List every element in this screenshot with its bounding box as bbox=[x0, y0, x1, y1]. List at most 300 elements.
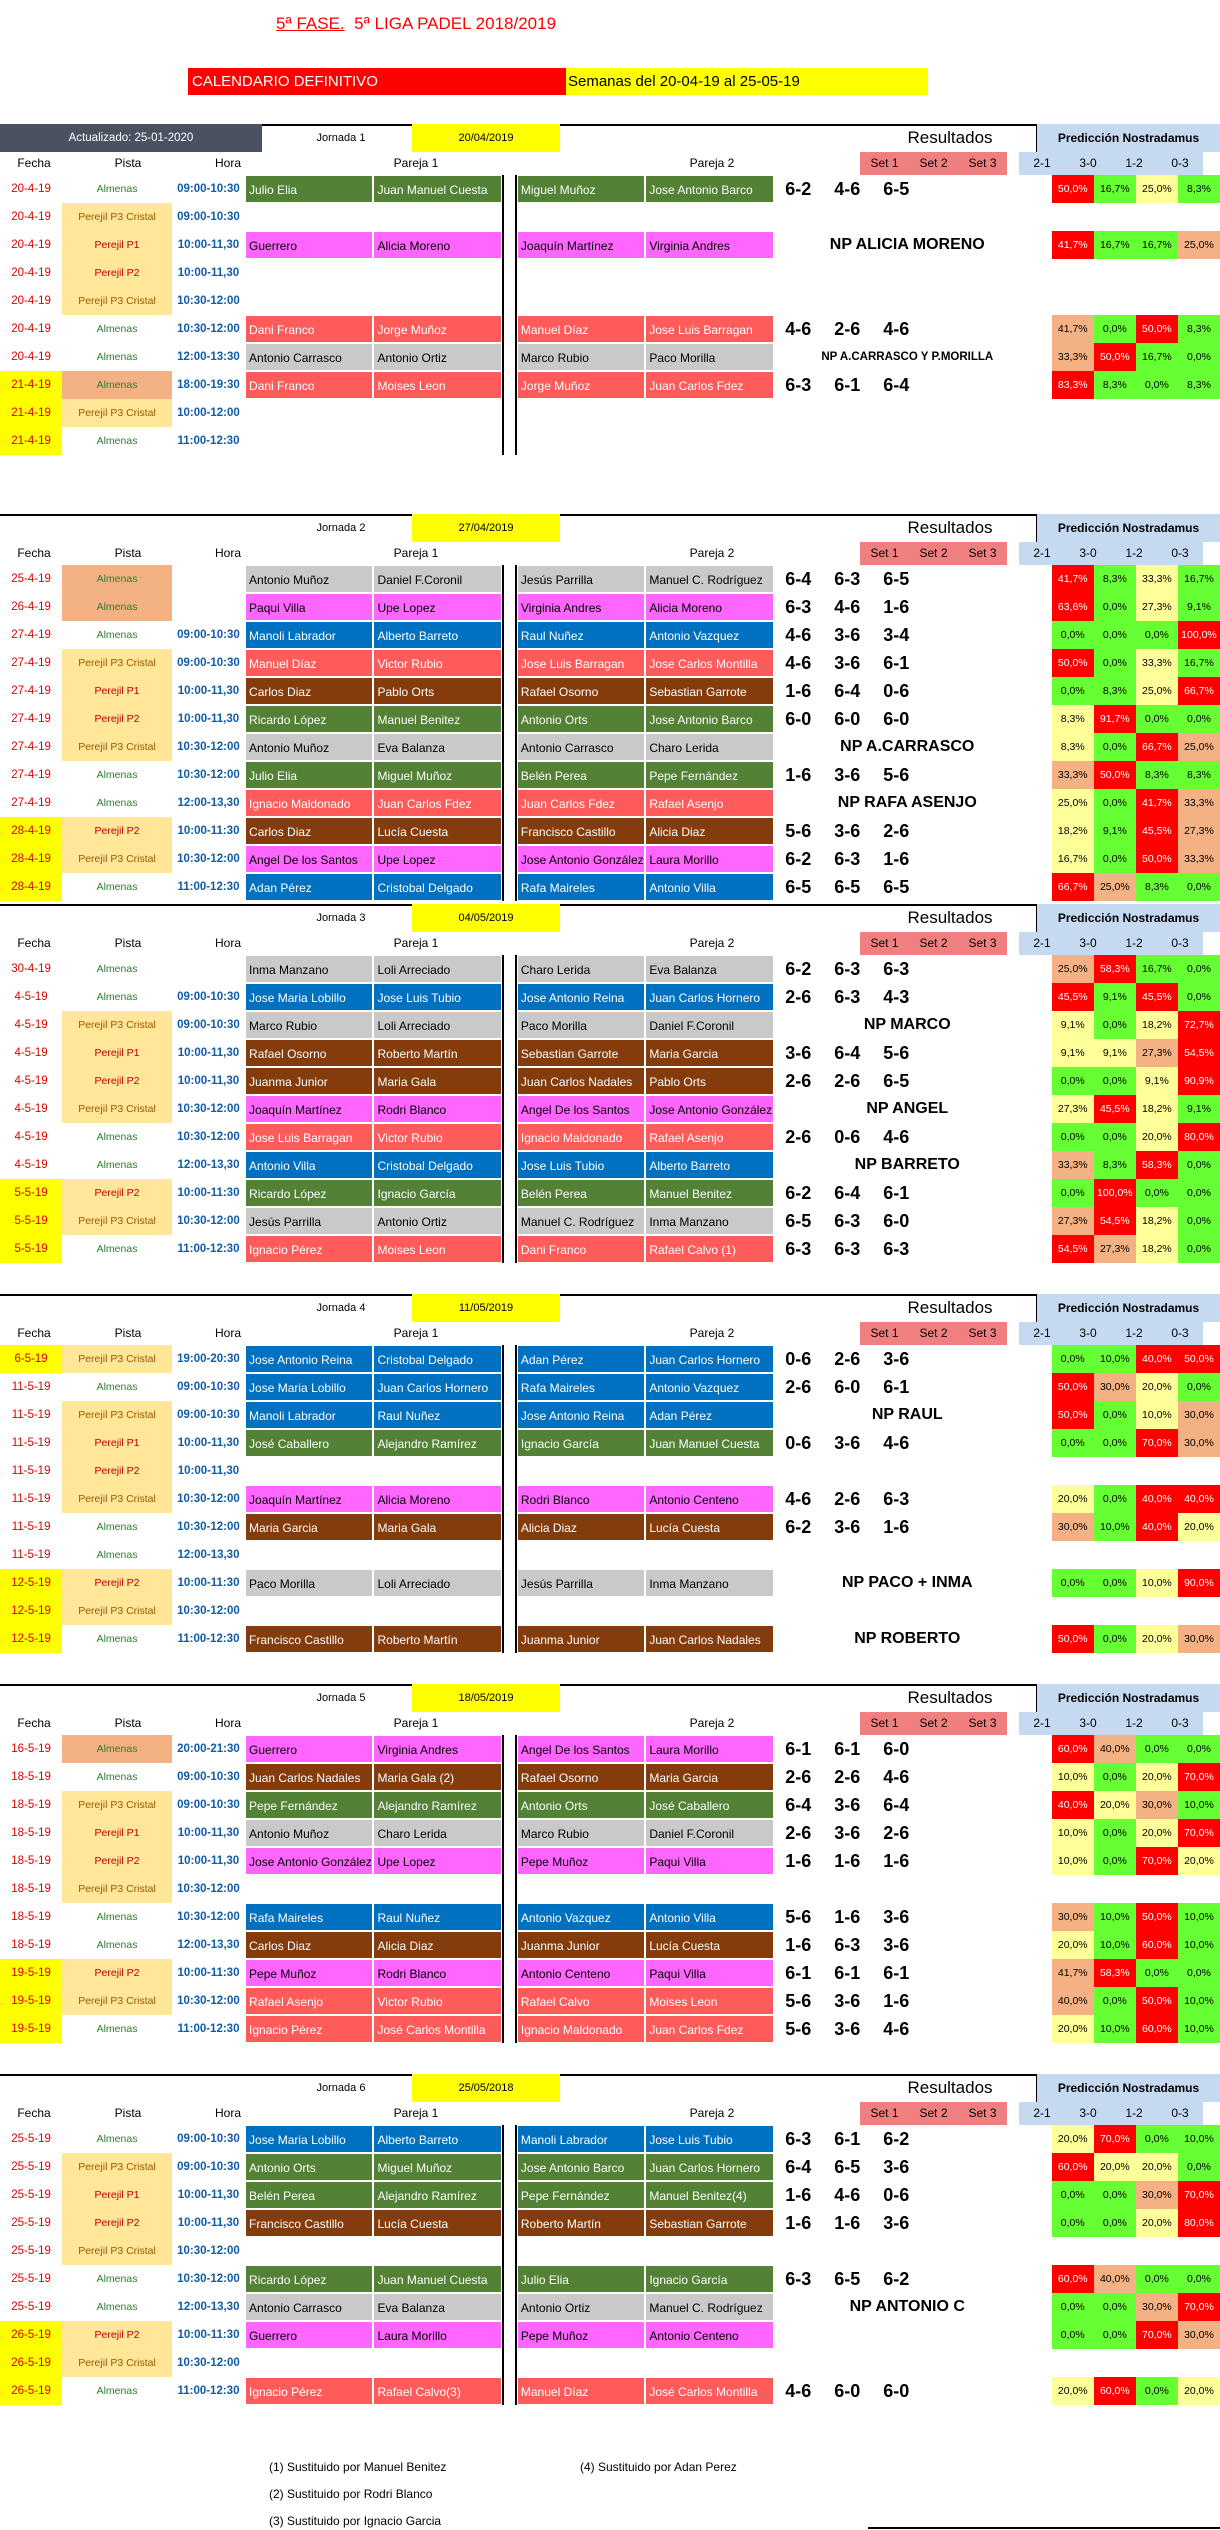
row-gap bbox=[1041, 983, 1052, 1011]
jornada-block bbox=[0, 1294, 1220, 1684]
vs-separator bbox=[502, 1597, 517, 1625]
pair2-player-b: Pepe Fernández bbox=[645, 761, 773, 789]
prediction-4 bbox=[1178, 427, 1220, 455]
match-result bbox=[774, 1875, 1041, 1903]
pair1-player-a: Rafael Osorno bbox=[245, 1039, 373, 1067]
pair2-player-b: Jose Luis Tubio bbox=[645, 2125, 773, 2153]
set-3-score: 1-6 bbox=[883, 1991, 910, 2011]
match-court: Almenas bbox=[62, 593, 172, 621]
match-row bbox=[0, 1541, 1220, 1569]
prediction-1: 41,7% bbox=[1052, 1959, 1094, 1987]
match-result bbox=[774, 1151, 1041, 1179]
prediction-1: 54,5% bbox=[1052, 1235, 1094, 1263]
prediction-3: 30,0% bbox=[1136, 1791, 1178, 1819]
set-3-score: 2-6 bbox=[883, 1823, 910, 1843]
pair2-player-b bbox=[645, 1875, 773, 1903]
match-court: Almenas bbox=[96, 1911, 138, 1923]
vs-separator bbox=[502, 1569, 517, 1597]
prediction-4: 0,0% bbox=[1178, 1959, 1220, 1987]
no-show-label: NP ROBERTO bbox=[854, 1630, 961, 1647]
row-gap bbox=[1041, 1847, 1052, 1875]
match-row bbox=[0, 175, 1220, 203]
prediction-4: 0,0% bbox=[1178, 873, 1220, 901]
jornada-date: 11/05/2019 bbox=[412, 1294, 560, 1322]
prediction-2: 9,1% bbox=[1094, 1039, 1136, 1067]
set-2-score: 3-6 bbox=[834, 2019, 861, 2039]
set-2-score: 3-6 bbox=[834, 1823, 861, 1843]
pair2-player-b: Daniel F.Coronil bbox=[645, 1819, 773, 1847]
match-time: 09:00-10:30 bbox=[177, 991, 240, 1003]
set-1-score bbox=[774, 259, 823, 287]
match-result bbox=[774, 1457, 1041, 1485]
match-time: 10:30-12:00 bbox=[177, 2357, 240, 2369]
match-time: 09:00-10:30 bbox=[177, 1799, 240, 1811]
set-2-score: 6-3 bbox=[834, 569, 861, 589]
col-header-set3: Set 3 bbox=[958, 152, 1007, 175]
match-row bbox=[0, 427, 1220, 455]
match-time: 10:00-11:30 bbox=[177, 825, 240, 837]
prediction-2: 91,7% bbox=[1094, 705, 1136, 733]
vs-separator bbox=[502, 1819, 517, 1847]
pair1-player-b: Pablo Orts bbox=[373, 677, 501, 705]
prediction-2: 0,0% bbox=[1094, 1485, 1136, 1513]
match-time: 09:00-10:30 bbox=[177, 211, 240, 223]
vs-separator bbox=[502, 1011, 517, 1039]
vs-separator bbox=[502, 1123, 517, 1151]
prediction-2 bbox=[1094, 203, 1136, 231]
match-result bbox=[774, 1207, 1041, 1235]
vs-separator bbox=[502, 817, 517, 845]
set-1-score: 6-5 bbox=[785, 877, 812, 897]
prediction-4 bbox=[1178, 287, 1220, 315]
match-court: Almenas bbox=[96, 1381, 138, 1393]
set-2-score: 3-6 bbox=[834, 1517, 861, 1537]
match-result bbox=[774, 1791, 1041, 1819]
prediction-2: 50,0% bbox=[1094, 343, 1136, 371]
set-3-score: 3-6 bbox=[883, 2157, 910, 2177]
pair1-player-a: Rafa Maireles bbox=[245, 1903, 373, 1931]
prediction-3: 20,0% bbox=[1136, 1763, 1178, 1791]
vs-separator bbox=[502, 2181, 517, 2209]
set-2-score: 1-6 bbox=[834, 1851, 861, 1871]
match-time: 10:30-12:00 bbox=[177, 769, 240, 781]
set-3-score: 4-6 bbox=[883, 319, 910, 339]
pair1-player-a: Jose Maria Lobillo bbox=[245, 1373, 373, 1401]
col-header-pareja1: Pareja 1 bbox=[393, 936, 439, 950]
prediction-1: 50,0% bbox=[1052, 1401, 1094, 1429]
set-3-score bbox=[872, 2349, 921, 2377]
prediction-2: 0,0% bbox=[1094, 1847, 1136, 1875]
prediction-3: 0,0% bbox=[1136, 1735, 1178, 1763]
match-date: 21-4-19 bbox=[0, 371, 62, 399]
match-court: Perejil P2 bbox=[62, 1847, 172, 1875]
pair2-player-b bbox=[645, 287, 773, 315]
set-2-score: 6-1 bbox=[834, 1963, 861, 1983]
set-1-score: 2-6 bbox=[785, 1767, 812, 1787]
pair1-player-b: Antonio Ortiz bbox=[373, 343, 501, 371]
match-date: 25-5-19 bbox=[11, 2189, 51, 2201]
match-court: Perejil P1 bbox=[62, 1819, 172, 1847]
prediction-2: 10,0% bbox=[1094, 1513, 1136, 1541]
match-date: 25-5-19 bbox=[11, 2217, 51, 2229]
pair1-player-a: Maria Garcia bbox=[245, 1513, 373, 1541]
match-result bbox=[774, 1513, 1041, 1541]
pair2-player-b: Inma Manzano bbox=[645, 1569, 773, 1597]
pair2-player-b: Moises Leon bbox=[645, 1987, 773, 2015]
prediction-1: 33,3% bbox=[1052, 761, 1094, 789]
prediction-3 bbox=[1136, 203, 1178, 231]
col-header-pareja2: Pareja 2 bbox=[689, 156, 735, 170]
prediction-3: 0,0% bbox=[1136, 621, 1178, 649]
pair1-player-b bbox=[373, 1597, 501, 1625]
set-3-score: 3-6 bbox=[883, 1935, 910, 1955]
match-time: 10:30-12:00 bbox=[177, 1995, 240, 2007]
jornada-label: Jornada 6 bbox=[316, 2082, 366, 2094]
match-date: 18-5-19 bbox=[11, 1855, 51, 1867]
pair2-player-b: Antonio Vazquez bbox=[645, 621, 773, 649]
match-time: 10:00-11,30 bbox=[177, 2217, 240, 2229]
pair1-player-b: Roberto Martín bbox=[373, 1039, 501, 1067]
prediction-3: 50,0% bbox=[1136, 845, 1178, 873]
vs-separator bbox=[502, 845, 517, 873]
set-3-score bbox=[872, 203, 921, 231]
set-2-score: 2-6 bbox=[834, 319, 861, 339]
col-header-pareja2: Pareja 2 bbox=[689, 936, 735, 950]
set-1-score: 6-3 bbox=[785, 597, 812, 617]
prediction-2: 20,0% bbox=[1094, 1791, 1136, 1819]
match-row bbox=[0, 2265, 1220, 2293]
pair1-player-a: Belén Perea bbox=[245, 2181, 373, 2209]
set-3-score: 0-6 bbox=[883, 681, 910, 701]
prediction-3 bbox=[1136, 259, 1178, 287]
match-court: Almenas bbox=[96, 769, 138, 781]
col-header-pred-2: 3-0 bbox=[1065, 932, 1111, 955]
prediction-label: Predicción Nostradamus bbox=[1036, 1684, 1220, 1712]
vs-separator bbox=[502, 1485, 517, 1513]
prediction-3: 20,0% bbox=[1136, 1123, 1178, 1151]
prediction-1 bbox=[1052, 1541, 1094, 1569]
match-result bbox=[774, 1541, 1041, 1569]
match-court: Almenas bbox=[96, 1131, 138, 1143]
prediction-4: 0,0% bbox=[1178, 2265, 1220, 2293]
match-row bbox=[0, 1373, 1220, 1401]
prediction-1 bbox=[1052, 399, 1094, 427]
pair1-player-a: Adan Pérez bbox=[245, 873, 373, 901]
match-row bbox=[0, 1095, 1220, 1123]
match-date: 5-5-19 bbox=[0, 1235, 62, 1263]
match-row bbox=[0, 203, 1220, 231]
set-3-score: 6-3 bbox=[883, 1489, 910, 1509]
row-gap bbox=[1041, 1541, 1052, 1569]
set-2-score bbox=[823, 203, 872, 231]
pair1-player-b: Alejandro Ramírez bbox=[373, 1429, 501, 1457]
set-2-score: 1-6 bbox=[834, 2213, 861, 2233]
col-header-pred-4: 0-3 bbox=[1157, 1712, 1203, 1735]
prediction-1: 83,3% bbox=[1052, 371, 1094, 399]
set-3-score: 3-6 bbox=[883, 1349, 910, 1369]
prediction-label: Predicción Nostradamus bbox=[1036, 514, 1220, 542]
set-2-score bbox=[823, 2349, 872, 2377]
set-1-score bbox=[774, 399, 823, 427]
vs-separator bbox=[502, 1039, 517, 1067]
prediction-3: 25,0% bbox=[1136, 175, 1178, 203]
set-3-score bbox=[872, 1541, 921, 1569]
pair1-player-a: Carlos Diaz bbox=[245, 677, 373, 705]
pair2-player-b: Manuel C. Rodríguez bbox=[645, 565, 773, 593]
prediction-2 bbox=[1094, 1597, 1136, 1625]
match-result bbox=[774, 2293, 1041, 2321]
set-3-score: 5-6 bbox=[883, 1043, 910, 1063]
prediction-1: 50,0% bbox=[1052, 175, 1094, 203]
prediction-2: 10,0% bbox=[1094, 1903, 1136, 1931]
match-time: 11:00-12:30 bbox=[177, 881, 240, 893]
vs-separator bbox=[502, 2125, 517, 2153]
pair1-player-b: Alejandro Ramírez bbox=[373, 2181, 501, 2209]
prediction-4: 27,3% bbox=[1178, 817, 1220, 845]
row-gap bbox=[1041, 1235, 1052, 1263]
pair2-player-a: Alicia Diaz bbox=[517, 1513, 645, 1541]
pair2-player-b: Juan Carlos Hornero bbox=[645, 1345, 773, 1373]
prediction-4: 25,0% bbox=[1178, 733, 1220, 761]
match-court: Perejil P3 Cristal bbox=[62, 2349, 172, 2377]
pair2-player-b: Juan Carlos Hornero bbox=[645, 983, 773, 1011]
set-1-score: 6-2 bbox=[785, 849, 812, 869]
prediction-1: 27,3% bbox=[1052, 1207, 1094, 1235]
pair1-player-b: Rafael Calvo(3) bbox=[373, 2377, 501, 2405]
prediction-3: 16,7% bbox=[1136, 343, 1178, 371]
match-court: Almenas bbox=[96, 2273, 138, 2285]
match-row bbox=[0, 593, 1220, 621]
prediction-2: 0,0% bbox=[1094, 2209, 1136, 2237]
vs-separator bbox=[502, 565, 517, 593]
match-result bbox=[774, 705, 1041, 733]
prediction-3 bbox=[1136, 1597, 1178, 1625]
set-2-score: 3-6 bbox=[834, 765, 861, 785]
set-2-score: 3-6 bbox=[834, 625, 861, 645]
row-gap bbox=[1041, 1763, 1052, 1791]
row-gap bbox=[1041, 817, 1052, 845]
match-row bbox=[0, 1959, 1220, 1987]
match-time: 10:30-12:00 bbox=[177, 2273, 240, 2285]
prediction-3: 60,0% bbox=[1136, 2015, 1178, 2043]
pair1-player-b: Alberto Barreto bbox=[373, 621, 501, 649]
match-court: Perejil P2 bbox=[62, 1959, 172, 1987]
set-1-score: 6-4 bbox=[785, 1795, 812, 1815]
vs-separator bbox=[502, 955, 517, 983]
prediction-1: 20,0% bbox=[1052, 2377, 1094, 2405]
match-result bbox=[774, 845, 1041, 873]
prediction-4: 20,0% bbox=[1178, 1847, 1220, 1875]
match-court: Almenas bbox=[96, 2301, 138, 2313]
pair2-player-a bbox=[517, 1875, 645, 1903]
set-2-score: 3-6 bbox=[834, 821, 861, 841]
pair1-player-b: Alicia Diaz bbox=[373, 1931, 501, 1959]
pair1-player-a: Pepe Fernández bbox=[245, 1791, 373, 1819]
pair1-player-b bbox=[373, 287, 501, 315]
pair1-player-b: Cristobal Delgado bbox=[373, 1345, 501, 1373]
pair2-player-b: Manuel C. Rodríguez bbox=[645, 2293, 773, 2321]
footnote-3: (3) Sustituido por Ignacio Garcia bbox=[269, 2514, 442, 2528]
prediction-4: 25,0% bbox=[1178, 231, 1220, 259]
col-header-set2: Set 2 bbox=[909, 152, 958, 175]
column-header-row bbox=[0, 2102, 1220, 2125]
prediction-4 bbox=[1178, 203, 1220, 231]
prediction-3: 8,3% bbox=[1136, 873, 1178, 901]
pair1-player-a: Juan Carlos Nadales bbox=[245, 1763, 373, 1791]
match-row bbox=[0, 1819, 1220, 1847]
pair2-player-b: Daniel F.Coronil bbox=[645, 1011, 773, 1039]
prediction-4: 100,0% bbox=[1178, 621, 1220, 649]
match-row bbox=[0, 1429, 1220, 1457]
match-result bbox=[774, 1625, 1041, 1653]
prediction-4: 0,0% bbox=[1178, 343, 1220, 371]
match-time: 19:00-20:30 bbox=[177, 1353, 240, 1365]
prediction-1: 18,2% bbox=[1052, 817, 1094, 845]
row-gap bbox=[1041, 2125, 1052, 2153]
column-header-row bbox=[0, 152, 1220, 175]
pair1-player-a: Antonio Villa bbox=[245, 1151, 373, 1179]
set-2-score: 4-6 bbox=[834, 2185, 861, 2205]
pair2-player-a bbox=[517, 1541, 645, 1569]
pair1-player-a: Jose Maria Lobillo bbox=[245, 2125, 373, 2153]
set-1-score: 4-6 bbox=[785, 1489, 812, 1509]
prediction-1: 33,3% bbox=[1052, 343, 1094, 371]
prediction-3: 8,3% bbox=[1136, 761, 1178, 789]
match-court: Perejil P1 bbox=[62, 1429, 172, 1457]
set-1-score: 1-6 bbox=[785, 1935, 812, 1955]
prediction-1: 20,0% bbox=[1052, 1931, 1094, 1959]
set-3-score: 4-6 bbox=[883, 1433, 910, 1453]
pair2-player-a: Antonio Vazquez bbox=[517, 1903, 645, 1931]
row-gap bbox=[1041, 1903, 1052, 1931]
match-date: 4-5-19 bbox=[14, 1075, 48, 1087]
col-header-fecha: Fecha bbox=[17, 1326, 51, 1340]
prediction-2: 9,1% bbox=[1094, 817, 1136, 845]
match-result bbox=[774, 2181, 1041, 2209]
col-gap bbox=[1007, 1322, 1019, 1345]
pair2-player-a: Antonio Carrasco bbox=[517, 733, 645, 761]
match-date: 4-5-19 bbox=[14, 1047, 48, 1059]
match-result bbox=[774, 1847, 1041, 1875]
set-1-score: 5-6 bbox=[785, 1907, 812, 1927]
match-court: Perejil P3 Cristal bbox=[62, 2237, 172, 2265]
prediction-1: 25,0% bbox=[1052, 955, 1094, 983]
set-3-score: 4-3 bbox=[883, 987, 910, 1007]
prediction-3: 18,2% bbox=[1136, 1207, 1178, 1235]
match-result bbox=[774, 817, 1041, 845]
pair2-player-a: Juan Carlos Nadales bbox=[517, 1067, 645, 1095]
col-gap bbox=[1007, 152, 1019, 175]
vs-separator bbox=[502, 371, 517, 399]
set-2-score bbox=[823, 1541, 872, 1569]
pair1-player-a: Francisco Castillo bbox=[245, 2209, 373, 2237]
col-header-set1: Set 1 bbox=[860, 152, 909, 175]
pair1-player-a bbox=[245, 2349, 373, 2377]
vs-separator bbox=[502, 1067, 517, 1095]
row-gap bbox=[1041, 2377, 1052, 2405]
prediction-3: 10,0% bbox=[1136, 1401, 1178, 1429]
row-gap bbox=[1041, 1095, 1052, 1123]
match-date: 27-4-19 bbox=[11, 797, 51, 809]
prediction-3 bbox=[1136, 1457, 1178, 1485]
set-3-score bbox=[872, 259, 921, 287]
prediction-4: 90,0% bbox=[1178, 1569, 1220, 1597]
row-gap bbox=[1041, 2349, 1052, 2377]
pair1-player-b bbox=[373, 259, 501, 287]
set-2-score: 2-6 bbox=[834, 1489, 861, 1509]
match-court: Almenas bbox=[96, 963, 138, 975]
prediction-3: 20,0% bbox=[1136, 2209, 1178, 2237]
row-gap bbox=[1041, 1485, 1052, 1513]
bottom-line bbox=[868, 2527, 1220, 2529]
pair1-player-a: Manoli Labrador bbox=[245, 1401, 373, 1429]
pair2-player-b: Antonio Centeno bbox=[645, 1485, 773, 1513]
set-3-score: 2-6 bbox=[883, 821, 910, 841]
vs-separator bbox=[502, 343, 517, 371]
set-1-score: 0-6 bbox=[785, 1433, 812, 1453]
match-result bbox=[774, 1763, 1041, 1791]
match-row bbox=[0, 1625, 1220, 1653]
pair1-player-a: Joaquín Martínez bbox=[245, 1485, 373, 1513]
pair1-player-b: Upe Lopez bbox=[373, 1847, 501, 1875]
prediction-1 bbox=[1052, 2349, 1094, 2377]
match-result bbox=[774, 287, 1041, 315]
pair2-player-a: Pepe Fernández bbox=[517, 2181, 645, 2209]
prediction-1: 30,0% bbox=[1052, 1903, 1094, 1931]
prediction-2 bbox=[1094, 427, 1136, 455]
prediction-4: 30,0% bbox=[1178, 1625, 1220, 1653]
match-row bbox=[0, 1345, 1220, 1373]
col-header-pareja2: Pareja 2 bbox=[689, 546, 735, 560]
pair2-player-b bbox=[645, 2349, 773, 2377]
vs-separator bbox=[502, 2015, 517, 2043]
prediction-4: 20,0% bbox=[1178, 2377, 1220, 2405]
results-label: Resultados bbox=[907, 128, 993, 147]
column-header-row bbox=[0, 542, 1220, 565]
set-2-score: 4-6 bbox=[834, 179, 861, 199]
prediction-4: 0,0% bbox=[1178, 705, 1220, 733]
pair2-player-a: Dani Franco bbox=[517, 1235, 645, 1263]
prediction-3: 16,7% bbox=[1136, 955, 1178, 983]
prediction-3: 0,0% bbox=[1136, 371, 1178, 399]
set-2-score: 6-5 bbox=[834, 877, 861, 897]
prediction-1: 50,0% bbox=[1052, 649, 1094, 677]
prediction-1: 9,1% bbox=[1052, 1039, 1094, 1067]
prediction-1: 41,7% bbox=[1052, 231, 1094, 259]
prediction-1: 0,0% bbox=[1052, 1067, 1094, 1095]
match-row bbox=[0, 2125, 1220, 2153]
results-label: Resultados bbox=[907, 1688, 993, 1707]
set-2-score: 3-6 bbox=[834, 1433, 861, 1453]
match-court: Perejil P1 bbox=[62, 2181, 172, 2209]
match-result bbox=[774, 2125, 1041, 2153]
match-date: 4-5-19 bbox=[14, 1019, 48, 1031]
pair2-player-a: Rafa Maireles bbox=[517, 873, 645, 901]
prediction-2: 0,0% bbox=[1094, 621, 1136, 649]
set-1-score: 4-6 bbox=[785, 653, 812, 673]
prediction-1: 8,3% bbox=[1052, 733, 1094, 761]
row-gap bbox=[1041, 175, 1052, 203]
match-date: 21-4-19 bbox=[0, 399, 62, 427]
row-gap bbox=[1041, 845, 1052, 873]
prediction-1: 10,0% bbox=[1052, 1819, 1094, 1847]
match-court: Perejil P2 bbox=[62, 1457, 172, 1485]
pair1-player-a: Dani Franco bbox=[245, 315, 373, 343]
prediction-3: 16,7% bbox=[1136, 231, 1178, 259]
col-header-pareja2: Pareja 2 bbox=[689, 1716, 735, 1730]
col-header-pareja2: Pareja 2 bbox=[689, 1326, 735, 1340]
prediction-3: 70,0% bbox=[1136, 1429, 1178, 1457]
